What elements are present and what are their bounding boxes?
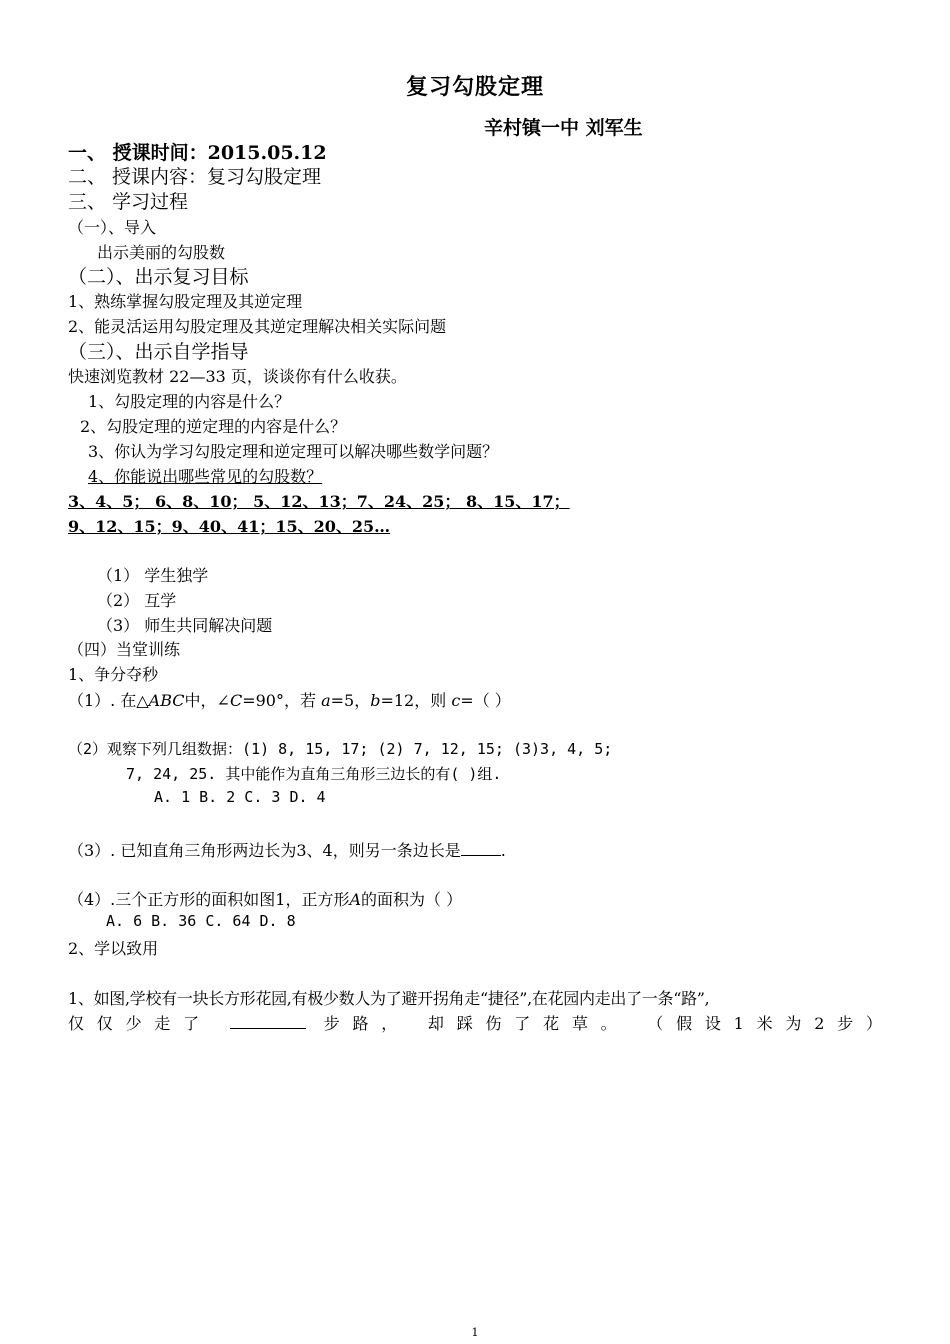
answer-blank[interactable] xyxy=(230,1012,306,1029)
application-line-2: 仅仅少走了 步路， 却踩伤了花草。 （假设1米为2步） xyxy=(68,1014,882,1033)
section-time: 一、 授课时间：2015.05.12 xyxy=(68,142,327,164)
question-item: 3、你认为学习勾股定理和逆定理可以解决哪些数学问题？ xyxy=(88,442,499,461)
step-item: （3） 师生共同解决问题 xyxy=(97,616,273,635)
author-line: 辛村镇一中 刘军生 xyxy=(484,117,643,139)
exercise-sub2: 2、学以致用 xyxy=(68,939,159,958)
part3-heading: （三）、出示自学指导 xyxy=(68,341,249,363)
question-item: 2、勾股定理的逆定理的内容是什么？ xyxy=(80,417,347,436)
part2-heading: （二）、出示复习目标 xyxy=(68,266,249,288)
exercise-sub1: 1、争分夺秒 xyxy=(68,665,159,684)
question-3: （3）. 已知直角三角形两边长为3、4，则另一条边长是 . xyxy=(68,841,506,860)
question-item: 1、勾股定理的内容是什么？ xyxy=(88,392,291,411)
part1-text: 出示美丽的勾股数 xyxy=(97,243,226,262)
triples-line-2: 9、12、15；9、40、41；15、20、25… xyxy=(68,517,391,536)
part3-intro: 快速浏览教材 22—33 页，谈谈你有什么收获。 xyxy=(68,367,407,386)
question-2-options: A. 1 B. 2 C. 3 D. 4 xyxy=(154,788,326,806)
question-item: 4、你能说出哪些常见的勾股数？ xyxy=(88,467,323,486)
goal-item: 2、能灵活运用勾股定理及其逆定理解决相关实际问题 xyxy=(68,317,447,336)
part4-heading: （四）当堂训练 xyxy=(68,640,181,659)
answer-blank[interactable] xyxy=(461,839,501,856)
step-item: （1） 学生独学 xyxy=(97,566,209,585)
section-process: 三、 学习过程 xyxy=(68,191,189,213)
question-2-line-2: 7, 24, 25. 其中能作为直角三角形三边长的有( )组. xyxy=(126,765,502,783)
question-1: （1）. 在△ABC中，∠C=90°，若 a=5，b=12，则 c=（ ） xyxy=(68,691,511,710)
page-number: 1 xyxy=(471,1326,479,1339)
application-line-1: 1、如图,学校有一块长方形花园,有极少数人为了避开拐角走“捷径”,在花园内走出了一条“路”, xyxy=(68,989,710,1008)
step-item: （2） 互学 xyxy=(97,591,177,610)
triples-line-1: 3、4、5； 6、8、10； 5、12、13；7、24、25； 8、15、17； xyxy=(68,492,570,511)
section-content: 二、 授课内容：复习勾股定理 xyxy=(68,166,322,188)
part1-heading: （一）、导入 xyxy=(68,218,157,237)
question-4-options: A. 6 B. 36 C. 64 D. 8 xyxy=(106,912,296,930)
goal-item: 1、熟练掌握勾股定理及其逆定理 xyxy=(68,292,303,311)
document-title: 复习勾股定理 xyxy=(405,74,544,100)
question-2-line-1: （2）观察下列几组数据：(1) 8, 15, 17; (2) 7, 12, 15; (3)3, 4, 5; xyxy=(68,740,613,758)
question-4: （4）.三个正方形的面积如图1，正方形A的面积为（ ） xyxy=(68,890,463,909)
